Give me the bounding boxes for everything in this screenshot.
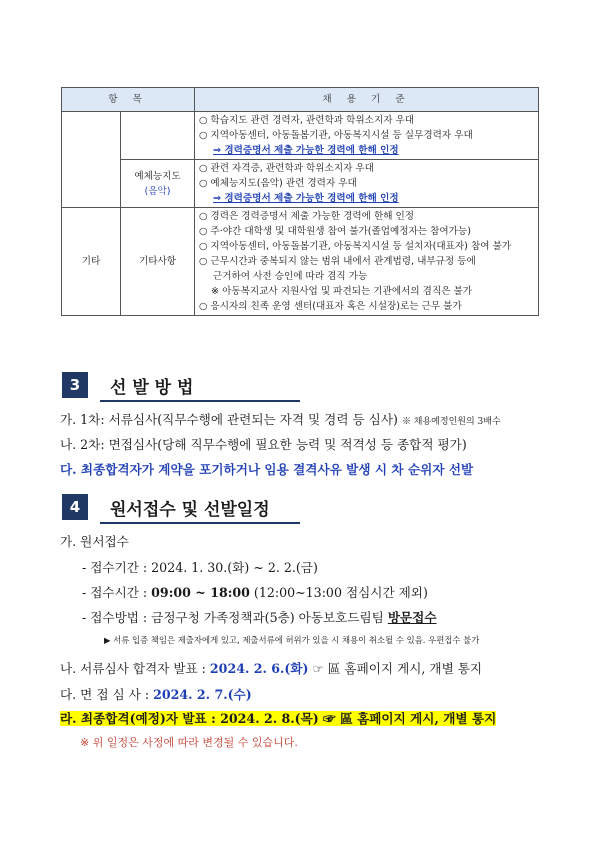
application-period: - 접수기간 : 2024. 1. 30.(화) ~ 2. 2.(금) <box>82 560 318 575</box>
section-number: 4 <box>62 494 88 520</box>
subcategory-cell <box>121 160 195 208</box>
category-cell: 기타 <box>62 208 121 316</box>
application-time: - 접수시간 : 09:00 ~ 18:00 (12:00~13:00 점심시간 제외) <box>82 585 428 600</box>
header-criteria: 채 용 기 준 <box>195 88 539 112</box>
subcategory-sublabel: (음악) <box>144 185 171 197</box>
table-header-row <box>62 88 539 112</box>
schedule-warning: ※ 위 일정은 사정에 따라 변경될 수 있습니다. <box>80 736 298 749</box>
section-number: 3 <box>62 372 88 398</box>
subcategory-label: 예체능지도 <box>134 170 181 182</box>
criteria-note: ⇒ 경력증명서 제출 가능한 경력에 한해 인정 <box>213 193 399 204</box>
header-item: 항 목 <box>62 88 195 112</box>
criteria-line: ○ 학습지도 관련 경력자, 관련학과 학위소지자 우대 <box>199 115 415 126</box>
section-4-heading <box>62 494 302 520</box>
criteria-line: ※ 아동복지교사 지원사업 및 파견되는 기관에서의 겸직은 불가 <box>211 286 473 297</box>
table-row <box>62 208 539 316</box>
application-method: - 접수방법 : 금정구청 가족정책과(5층) 아동보호드림팀 방문접수 <box>82 610 437 625</box>
criteria-line: ○ 주·야간 대학생 및 대학원생 참여 불가(졸업예정자는 참여가능) <box>199 226 471 237</box>
criteria-cell <box>195 160 539 208</box>
step-1-note: ※ 채용예정인원의 3배수 <box>401 417 501 427</box>
document-result-announcement: 나. 서류심사 합격자 발표 : 2024. 2. 6.(화) ☞ 區 홈페이지 게시, 개별 통지 <box>60 661 483 676</box>
selection-step-1: 가. 1차: 서류심사(직무수행에 관련되는 자격 및 경력 등 심사) ※ 채용예정인원의 3배수 <box>60 412 501 427</box>
criteria-line: ○ 지역아동센터, 아동돌봄기관, 아동복지시설 등 실무경력자 우대 <box>199 130 473 141</box>
criteria-cell <box>195 208 539 316</box>
table-row <box>62 160 539 208</box>
criteria-cell <box>195 112 539 160</box>
criteria-line: ○ 지역아동센터, 아동돌봄기관, 아동복지시설 등 설치자(대표자) 참여 불가 <box>199 241 512 252</box>
category-cell <box>62 112 121 208</box>
criteria-line: 근거하여 사전 승인에 따라 겸직 가능 <box>213 271 368 282</box>
section-title: 선 발 방 법 <box>110 378 194 398</box>
section-title: 원서접수 및 선발일정 <box>110 500 270 520</box>
section-underline <box>100 400 300 402</box>
interview-date: 다. 면 접 심 사 : 2024. 2. 7.(수) <box>60 687 252 702</box>
criteria-line: ○ 예체능지도(음악) 관련 경력자 우대 <box>199 178 357 189</box>
criteria-line: ○ 관련 자격증, 관련학과 학위소지자 우대 <box>199 163 374 174</box>
section-3-heading <box>62 372 302 398</box>
application-heading: 가. 원서접수 <box>60 534 129 549</box>
selection-step-3: 다. 최종합격자가 계약을 포기하거나 임용 결격사유 발생 시 차 순위자 선발 <box>60 462 474 477</box>
criteria-line: ○ 응시자의 친족 운영 센터(대표자 혹은 시설장)로는 근무 불가 <box>199 301 462 312</box>
subcategory-cell: 기타사항 <box>121 208 195 316</box>
subcategory-cell <box>121 112 195 160</box>
selection-step-2: 나. 2차: 면접심사(당해 직무수행에 필요한 능력 및 적격성 등 종합적 평가) <box>60 437 467 452</box>
criteria-line: ○ 근무시간과 중복되지 않는 범위 내에서 관계법령, 내부규정 등에 <box>199 256 476 267</box>
criteria-table <box>61 87 539 316</box>
table-row <box>62 112 539 160</box>
application-note: ▶ 서류 입증 책임은 제출자에게 있고, 제출서류에 허위가 있을 시 채용이 취소될 수 있음. 우편접수 불가 <box>104 635 480 645</box>
criteria-line: ○ 경력은 경력증명서 제출 가능한 경력에 한해 인정 <box>199 211 415 222</box>
section-underline <box>100 522 300 524</box>
final-announcement: 라. 최종합격(예정)자 발표 : 2024. 2. 8.(목) ☞ 區 홈페이지 게시, 개별 통지 <box>60 711 497 726</box>
criteria-note: ⇒ 경력증명서 제출 가능한 경력에 한해 인정 <box>213 145 399 156</box>
